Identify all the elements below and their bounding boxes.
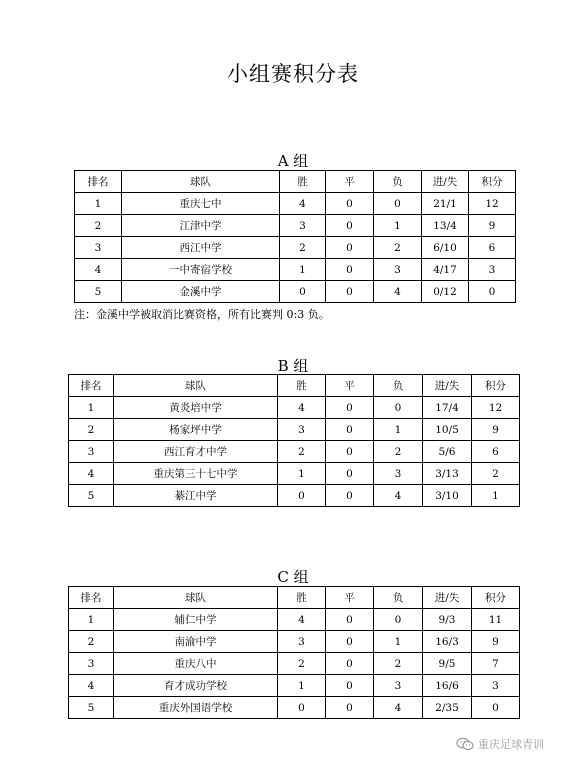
table-row [75,259,516,281]
watermark-text: 重庆足球青训 [478,738,544,751]
cell-rank: 1 [69,609,114,631]
table-row [69,631,520,653]
cell-goals: 17/4 [423,397,472,419]
table-row [69,397,520,419]
cell-points: 9 [472,631,520,653]
table-row [69,675,520,697]
cell-losses: 2 [374,237,422,259]
group-a-note: 注：金溪中学被取消比赛资格，所有比赛判 0:3 负。 [74,308,330,321]
cell-losses: 1 [374,419,423,441]
group-b-title: B 组 [277,357,309,375]
table-row [69,463,520,485]
header-team: 球队 [114,587,278,609]
cell-losses: 0 [374,193,422,215]
group-c-title: C 组 [277,568,309,586]
watermark [456,736,544,752]
cell-wins: 4 [280,193,326,215]
header-wins: 胜 [278,375,326,397]
cell-draws: 0 [326,237,374,259]
cell-team: 一中寄宿学校 [122,259,280,281]
cell-rank: 1 [75,193,122,215]
cell-rank: 3 [75,237,122,259]
cell-wins: 1 [280,259,326,281]
cell-draws: 0 [326,259,374,281]
group-c-table [68,586,520,719]
cell-losses: 2 [374,653,423,675]
cell-draws: 0 [326,609,374,631]
table-row [69,697,520,719]
cell-draws: 0 [326,675,374,697]
cell-points: 0 [472,697,520,719]
cell-draws: 0 [326,653,374,675]
cell-team: 西江育才中学 [114,441,278,463]
cell-team: 南渝中学 [114,631,278,653]
cell-draws: 0 [326,419,374,441]
cell-draws: 0 [326,697,374,719]
cell-wins: 2 [278,653,326,675]
cell-goals: 13/4 [422,215,469,237]
cell-team: 杨家坪中学 [114,419,278,441]
header-points: 积分 [472,375,520,397]
header-losses: 负 [374,375,423,397]
cell-rank: 2 [75,215,122,237]
cell-rank: 1 [69,397,114,419]
cell-team: 黄炎培中学 [114,397,278,419]
cell-losses: 3 [374,675,423,697]
wechat-icon [456,737,474,751]
table-header-row [69,587,520,609]
table-header-row [75,171,516,193]
cell-wins: 0 [278,697,326,719]
cell-losses: 0 [374,609,423,631]
cell-points: 6 [472,441,520,463]
cell-points: 7 [472,653,520,675]
cell-draws: 0 [326,215,374,237]
cell-goals: 0/12 [422,281,469,303]
header-rank: 排名 [75,171,122,193]
cell-rank: 3 [69,441,114,463]
cell-draws: 0 [326,281,374,303]
cell-losses: 1 [374,215,422,237]
cell-draws: 0 [326,485,374,507]
cell-goals: 21/1 [422,193,469,215]
cell-goals: 9/3 [423,609,472,631]
cell-rank: 4 [69,463,114,485]
cell-draws: 0 [326,193,374,215]
cell-goals: 2/35 [423,697,472,719]
table-row [69,653,520,675]
cell-points: 12 [469,193,516,215]
cell-goals: 16/6 [423,675,472,697]
header-draws: 平 [326,587,374,609]
cell-goals: 16/3 [423,631,472,653]
cell-points: 6 [469,237,516,259]
header-points: 积分 [472,587,520,609]
table-row [75,215,516,237]
cell-losses: 1 [374,631,423,653]
table-header-row [69,375,520,397]
cell-team: 重庆第三十七中学 [114,463,278,485]
cell-wins: 3 [278,631,326,653]
cell-team: 江津中学 [122,215,280,237]
cell-goals: 3/13 [423,463,472,485]
header-draws: 平 [326,375,374,397]
group-a-table [74,170,516,303]
header-losses: 负 [374,171,422,193]
cell-losses: 4 [374,697,423,719]
header-goals: 进/失 [423,375,472,397]
cell-draws: 0 [326,441,374,463]
cell-rank: 2 [69,631,114,653]
cell-draws: 0 [326,397,374,419]
cell-points: 11 [472,609,520,631]
cell-wins: 3 [280,215,326,237]
header-draws: 平 [326,171,374,193]
cell-points: 0 [469,281,516,303]
cell-rank: 2 [69,419,114,441]
header-wins: 胜 [280,171,326,193]
table-row [69,441,520,463]
header-goals: 进/失 [423,587,472,609]
cell-points: 2 [472,463,520,485]
header-team: 球队 [122,171,280,193]
cell-wins: 3 [278,419,326,441]
header-wins: 胜 [278,587,326,609]
cell-draws: 0 [326,463,374,485]
header-rank: 排名 [69,375,114,397]
table-row [69,419,520,441]
cell-wins: 1 [278,675,326,697]
cell-goals: 10/5 [423,419,472,441]
cell-team: 綦江中学 [114,485,278,507]
table-row [75,193,516,215]
cell-points: 12 [472,397,520,419]
page-title: 小组赛积分表 [227,62,359,86]
cell-losses: 3 [374,463,423,485]
cell-team: 重庆外国语学校 [114,697,278,719]
cell-draws: 0 [326,631,374,653]
cell-points: 9 [469,215,516,237]
cell-points: 3 [472,675,520,697]
table-row [75,281,516,303]
table-row [69,609,520,631]
cell-losses: 4 [374,281,422,303]
cell-team: 西江中学 [122,237,280,259]
cell-rank: 5 [69,485,114,507]
header-team: 球队 [114,375,278,397]
cell-wins: 2 [280,237,326,259]
cell-team: 重庆七中 [122,193,280,215]
header-points: 积分 [469,171,516,193]
cell-rank: 4 [69,675,114,697]
cell-rank: 4 [75,259,122,281]
cell-team: 育才成功学校 [114,675,278,697]
cell-goals: 9/5 [423,653,472,675]
cell-wins: 0 [278,485,326,507]
cell-wins: 1 [278,463,326,485]
table-row [69,485,520,507]
group-b-table [68,374,520,507]
cell-team: 重庆八中 [114,653,278,675]
cell-team: 金溪中学 [122,281,280,303]
header-goals: 进/失 [422,171,469,193]
cell-rank: 5 [69,697,114,719]
cell-losses: 2 [374,441,423,463]
cell-losses: 4 [374,485,423,507]
cell-team: 辅仁中学 [114,609,278,631]
cell-goals: 6/10 [422,237,469,259]
cell-wins: 4 [278,397,326,419]
header-losses: 负 [374,587,423,609]
cell-losses: 3 [374,259,422,281]
cell-wins: 2 [278,441,326,463]
cell-rank: 5 [75,281,122,303]
table-row [75,237,516,259]
group-a-title: A 组 [277,152,309,170]
cell-points: 9 [472,419,520,441]
cell-points: 3 [469,259,516,281]
cell-wins: 4 [278,609,326,631]
header-rank: 排名 [69,587,114,609]
cell-wins: 0 [280,281,326,303]
cell-goals: 3/10 [423,485,472,507]
cell-points: 1 [472,485,520,507]
cell-losses: 0 [374,397,423,419]
cell-goals: 5/6 [423,441,472,463]
cell-rank: 3 [69,653,114,675]
cell-goals: 4/17 [422,259,469,281]
